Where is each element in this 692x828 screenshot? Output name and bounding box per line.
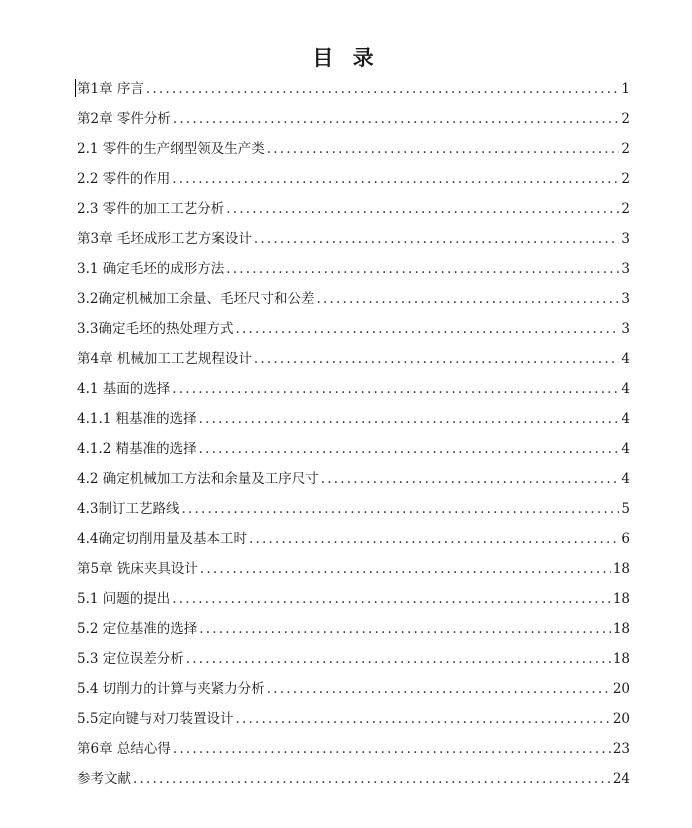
toc-entry-page: 4 xyxy=(621,381,630,397)
toc-entry-2-3[interactable] xyxy=(77,199,630,229)
dot-leader xyxy=(173,109,620,129)
toc-entry-page: 2 xyxy=(621,111,630,127)
toc-entry-page: 4 xyxy=(621,411,630,427)
toc-title: 目 录 xyxy=(312,46,380,70)
toc-entry-chapter-1[interactable] xyxy=(77,79,630,109)
toc-entry-label: 5.3 定位误差分析 xyxy=(77,651,184,667)
toc-entry-chapter-3[interactable] xyxy=(77,229,630,259)
toc-entry-label: 2.3 零件的加工工艺分析 xyxy=(77,201,225,217)
toc-entry-label: 第5章 铣床夹具设计 xyxy=(77,561,198,577)
toc-entry-page: 2 xyxy=(621,201,630,217)
toc-entry-chapter-5[interactable] xyxy=(77,559,630,589)
toc-entry-label: 5.2 定位基准的选择 xyxy=(77,621,198,637)
dot-leader xyxy=(199,619,611,639)
dot-leader xyxy=(254,349,620,369)
toc-entry-chapter-6[interactable] xyxy=(77,739,630,769)
toc-entry-page: 18 xyxy=(612,621,630,637)
toc-entry-3-1[interactable] xyxy=(77,259,630,289)
dot-leader xyxy=(133,769,611,789)
dot-leader xyxy=(235,319,619,339)
toc-entry-page: 24 xyxy=(612,771,630,787)
toc-entry-page: 3 xyxy=(621,321,630,337)
dot-leader xyxy=(172,169,619,189)
toc-entry-label: 第1章 序言 xyxy=(77,81,144,97)
dot-leader xyxy=(321,469,620,489)
toc-entry-3-2[interactable] xyxy=(77,289,630,319)
toc-entry-chapter-2[interactable] xyxy=(77,109,630,139)
toc-entry-page: 5 xyxy=(621,501,630,517)
toc-entry-page: 20 xyxy=(612,681,630,697)
dot-leader xyxy=(316,289,619,309)
toc-entry-label: 4.2 确定机械加工方法和余量及工序尺寸 xyxy=(77,471,319,487)
dot-leader xyxy=(199,409,620,429)
toc-entry-label: 3.2确定机械加工余量、毛坯尺寸和公差 xyxy=(77,291,315,307)
toc-entry-label: 4.1.1 粗基准的选择 xyxy=(77,411,197,427)
toc-entry-label: 2.1 零件的生产纲型领及生产类 xyxy=(77,141,265,157)
toc-entry-5-2[interactable] xyxy=(77,619,630,649)
toc-entry-label: 2.2 零件的作用 xyxy=(77,171,171,187)
toc-entry-page: 18 xyxy=(612,561,630,577)
toc-entry-4-1-2[interactable] xyxy=(77,439,630,469)
text-cursor xyxy=(75,79,76,97)
toc-entry-label: 4.1 基面的选择 xyxy=(77,381,171,397)
toc-entry-page: 4 xyxy=(621,351,630,367)
toc-entry-page: 18 xyxy=(612,591,630,607)
dot-leader xyxy=(249,529,619,549)
toc-entry-label: 5.5定向键与对刀装置设计 xyxy=(77,711,234,727)
toc-entry-page: 18 xyxy=(612,651,630,667)
dot-leader xyxy=(172,379,619,399)
toc-entry-2-1[interactable] xyxy=(77,139,630,169)
toc-entry-4-1[interactable] xyxy=(77,379,630,409)
dot-leader xyxy=(173,739,611,759)
dot-leader xyxy=(200,559,611,579)
dot-leader xyxy=(226,259,619,279)
dot-leader xyxy=(181,499,619,519)
toc-entry-label: 4.1.2 精基准的选择 xyxy=(77,441,197,457)
toc-entry-label: 5.4 切削力的计算与夹紧力分析 xyxy=(77,681,265,697)
dot-leader xyxy=(199,439,620,459)
toc-entry-5-5[interactable] xyxy=(77,709,630,739)
toc-entry-label: 参考文献 xyxy=(77,771,131,787)
toc-entry-5-4[interactable] xyxy=(77,679,630,709)
toc-entry-chapter-4[interactable] xyxy=(77,349,630,379)
toc-entry-5-1[interactable] xyxy=(77,589,630,619)
toc-entry-label: 4.3制订工艺路线 xyxy=(77,501,180,517)
toc-entry-label: 3.3确定毛坯的热处理方式 xyxy=(77,321,234,337)
toc-entry-page: 20 xyxy=(612,711,630,727)
dot-leader xyxy=(267,679,611,699)
toc-entry-page: 23 xyxy=(612,741,630,757)
toc-entry-references[interactable] xyxy=(77,769,630,799)
toc-entry-page: 6 xyxy=(621,531,630,547)
toc-entry-page: 3 xyxy=(621,291,630,307)
dot-leader xyxy=(235,709,610,729)
toc-entry-page: 1 xyxy=(621,81,630,97)
toc-entry-5-3[interactable] xyxy=(77,649,630,679)
dot-leader xyxy=(254,229,620,249)
toc-entry-label: 第4章 机械加工工艺规程设计 xyxy=(77,351,252,367)
dot-leader xyxy=(172,589,611,609)
table-of-contents xyxy=(77,79,630,799)
toc-entry-label: 5.1 问题的提出 xyxy=(77,591,171,607)
toc-entry-page: 3 xyxy=(621,261,630,277)
toc-entry-label: 3.1 确定毛坯的成形方法 xyxy=(77,261,225,277)
toc-entry-label: 第2章 零件分析 xyxy=(77,111,171,127)
toc-entry-page: 3 xyxy=(621,231,630,247)
toc-entry-label: 4.4确定切削用量及基本工时 xyxy=(77,531,247,547)
toc-entry-4-2[interactable] xyxy=(77,469,630,499)
dot-leader xyxy=(146,79,620,99)
toc-entry-label: 第6章 总结心得 xyxy=(77,741,171,757)
toc-entry-4-1-1[interactable] xyxy=(77,409,630,439)
toc-entry-4-4[interactable] xyxy=(77,529,630,559)
toc-entry-2-2[interactable] xyxy=(77,169,630,199)
toc-entry-label: 第3章 毛坯成形工艺方案设计 xyxy=(77,231,252,247)
toc-entry-page: 4 xyxy=(621,441,630,457)
toc-entry-page: 2 xyxy=(621,171,630,187)
dot-leader xyxy=(226,199,619,219)
toc-entry-3-3[interactable] xyxy=(77,319,630,349)
toc-entry-page: 2 xyxy=(621,141,630,157)
toc-entry-page: 4 xyxy=(621,471,630,487)
toc-entry-4-3[interactable] xyxy=(77,499,630,529)
dot-leader xyxy=(267,139,620,159)
dot-leader xyxy=(186,649,611,669)
